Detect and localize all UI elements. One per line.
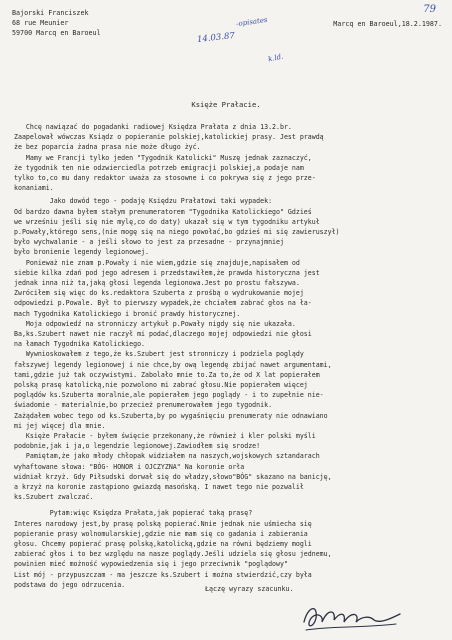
sender-name: Bajorski Franciszek	[12, 9, 89, 17]
letter-line: że bez poparcia żadna prasa nie może długo żyć.	[14, 143, 201, 152]
letter-line: Zwróciłem się więc do ks.redaktora Szuberta z prośbą o wydrukowanie mojej	[14, 289, 304, 298]
letter-line: tami,gdzie już tak oczywistymi. Zabolało mnie to.Za to,że od X lat popierałem	[14, 370, 320, 379]
letter-line: Chcę nawiązać do pogadanki radiowej Księdza Prałata z dnia 13.2.br.	[14, 123, 292, 131]
letter-line: tylko to,co mu dany redaktor uważa za stosowne i co pokrywa się z jego prze-	[14, 174, 316, 182]
place-date: Marcq en Baroeul,18.2.1987.	[333, 20, 442, 28]
letter-line: poglądów ks.Szuberta moralnie,ale popierałem jego poglądy - i to zupełnie nie-	[14, 391, 324, 400]
sender-street: 68 rue Meunier	[12, 19, 69, 27]
letter-line: że tygodnik ten nie odzwierciedla potrzeb emigracji polskiej,a podaje nam	[14, 163, 304, 172]
letter-closing: Łączę wyrazy szacunku.	[205, 585, 294, 593]
letter-line: świadomie - materialnie,bo przecież prenumerowałem jego tygodnik.	[14, 401, 273, 410]
letter-line: Wywnioskowałem z tego,że ks.Szubert jest stronniczy i podziela poglądy	[14, 350, 304, 359]
letter-line: Mamy we Francji tylko jeden "Tygodnik Katolicki" Muszę jednak zaznaczyć,	[14, 153, 312, 162]
letter-line: Ba,ks.Szubert nawet nie raczył mi podać,dlaczego mojej odpowiedzi nie głosi	[14, 330, 312, 338]
letter-line: p.Powały,którego sens,(nie mogę się na niego powołać,bo gdzieś mi się zawieruszył)	[14, 228, 340, 236]
letter-line: Zaapelował wówczas Ksiądz o popieranie polskiej,katolickiej prasy. Jest prawdą	[14, 133, 324, 142]
letter-line: Moja odpowiedź na stronniczy artykuł p.Powały nigdy się nie ukazała.	[14, 319, 296, 328]
page-number: 79	[423, 4, 436, 15]
letter-line: odpowiedzi p.Powale. Był to pierwszy wypadek,że chciałem zabrać głos na ła-	[14, 299, 312, 308]
handwritten-initials: k.ld.	[267, 52, 285, 64]
letter-line: Interes narodowy jest,by prasę polską popierać.Nnie jednak nie uśmiecha się	[14, 519, 312, 528]
letter-line: siebie kilka zdań pod jego adresem i przedstawiłem,że prawda historyczna jest	[14, 268, 320, 277]
letter-line: było wychwalanie - a jeśli słowo to jest za przesadne - przynajmniej	[14, 238, 284, 247]
letter-line: mi jej więcej dla mnie.	[14, 421, 106, 430]
letter-line: Od bardzo dawna byłem stałym prenumeratorem "Tygodnika Katolickiego" Gdzieś	[14, 207, 312, 216]
letter-line: na łamach Tygodnika Katolickiego.	[14, 340, 146, 349]
letter-line: Pytam:więc Księdza Prałata,jak popierać taką prasę?	[14, 509, 253, 518]
letter-line: Księże Prałacie - byłem święcie przekonany,że również i kler polski myśli	[14, 432, 316, 440]
letter-line: Zażądałem wobec tego od ks.Szuberta,by po wygaśnięciu prenumeraty nie odnawiano	[14, 411, 328, 420]
letter-greeting: Księże Prałacie.	[191, 100, 261, 109]
sender-city: 59700 Marcq en Baroeul	[12, 29, 101, 37]
letter-line: wyhaftowane słowa: "BÓG- HONOR i OJCZYZNA" Na koronie orła	[14, 462, 245, 471]
letter-line: powinien mieć możność wypowiedzenia się i jego przeciwnik "poglądowy"	[14, 560, 288, 569]
letter-line: a krzyż na koronie zastąpiono gwiazdą masońską. I nawet tego nie pozwalił	[14, 483, 304, 491]
handwritten-note: -opisates	[235, 15, 269, 29]
letter-line: polską prasę katolicką,nie pozwolono mi zabrać głosu.Nie popierałem więcej	[14, 381, 308, 389]
letter-line: głosu. Chcemy popierać prasę polską,katolicką,gdzie na równi będziemy mogli	[14, 540, 312, 548]
letter-line: zabierać głos i to bez względu na nasze poglądy.Jeśli udziela się głosu jednemu,	[14, 550, 332, 559]
letter-line: konaniami.	[14, 184, 54, 193]
signature-image	[300, 598, 410, 636]
letter-line: Jako dowód tego - podaję Księdzu Prałatowi taki wypadek:	[14, 197, 273, 206]
letter-line: we wrześniu jeśli się nie mylę,co do daty) ukazał się w tym tygodniku artykuł	[14, 217, 320, 226]
letter-line: List mój - przypuszczam - ma jeszcze ks.Szubert i można stwierdzić,czy była	[14, 570, 312, 579]
letter-line: Pamiętam,że jako młody chłopak widziałem na naszych,wojskowych sztandarach	[14, 452, 320, 461]
letter-line: jednak inna niż ta,jaką głosi legenda legionowa.Jest po prostu fałszywa.	[14, 279, 300, 287]
letter-line: widniał krzyż. Gdy Piłsudski dorwał się do władzy,słowo"BÓG" skazano na banicję,	[14, 472, 332, 481]
letter-line: fałszywej legendy legionowej i nie chce,by ową legendę zbijać nawet argumentami,	[14, 360, 332, 369]
letter-line: Ponieważ nie znam p.Powały i nie wiem,gdzie się znajduje,napisałem od	[14, 258, 300, 267]
letter-line: ks.Szubert zwalczać.	[14, 493, 94, 502]
handwritten-date: 14.03.87	[196, 31, 236, 45]
sender-block	[12, 8, 101, 38]
letter-line: podstawa do jego odrzucenia.	[14, 580, 126, 589]
letter-line: mach Tygodnika Katolickiego i bronić prawdy historycznej.	[14, 309, 241, 318]
letter-line: podobnie,jak i ja,o legendzie legionowej.Zawiodłem się srodze!	[14, 442, 261, 451]
letter-line: popieranie prasy wolnomularskiej,gdzie nie mam się co gadania i zabierania	[14, 529, 308, 538]
letter-line: było bronienie legendy legionowej.	[14, 248, 149, 257]
